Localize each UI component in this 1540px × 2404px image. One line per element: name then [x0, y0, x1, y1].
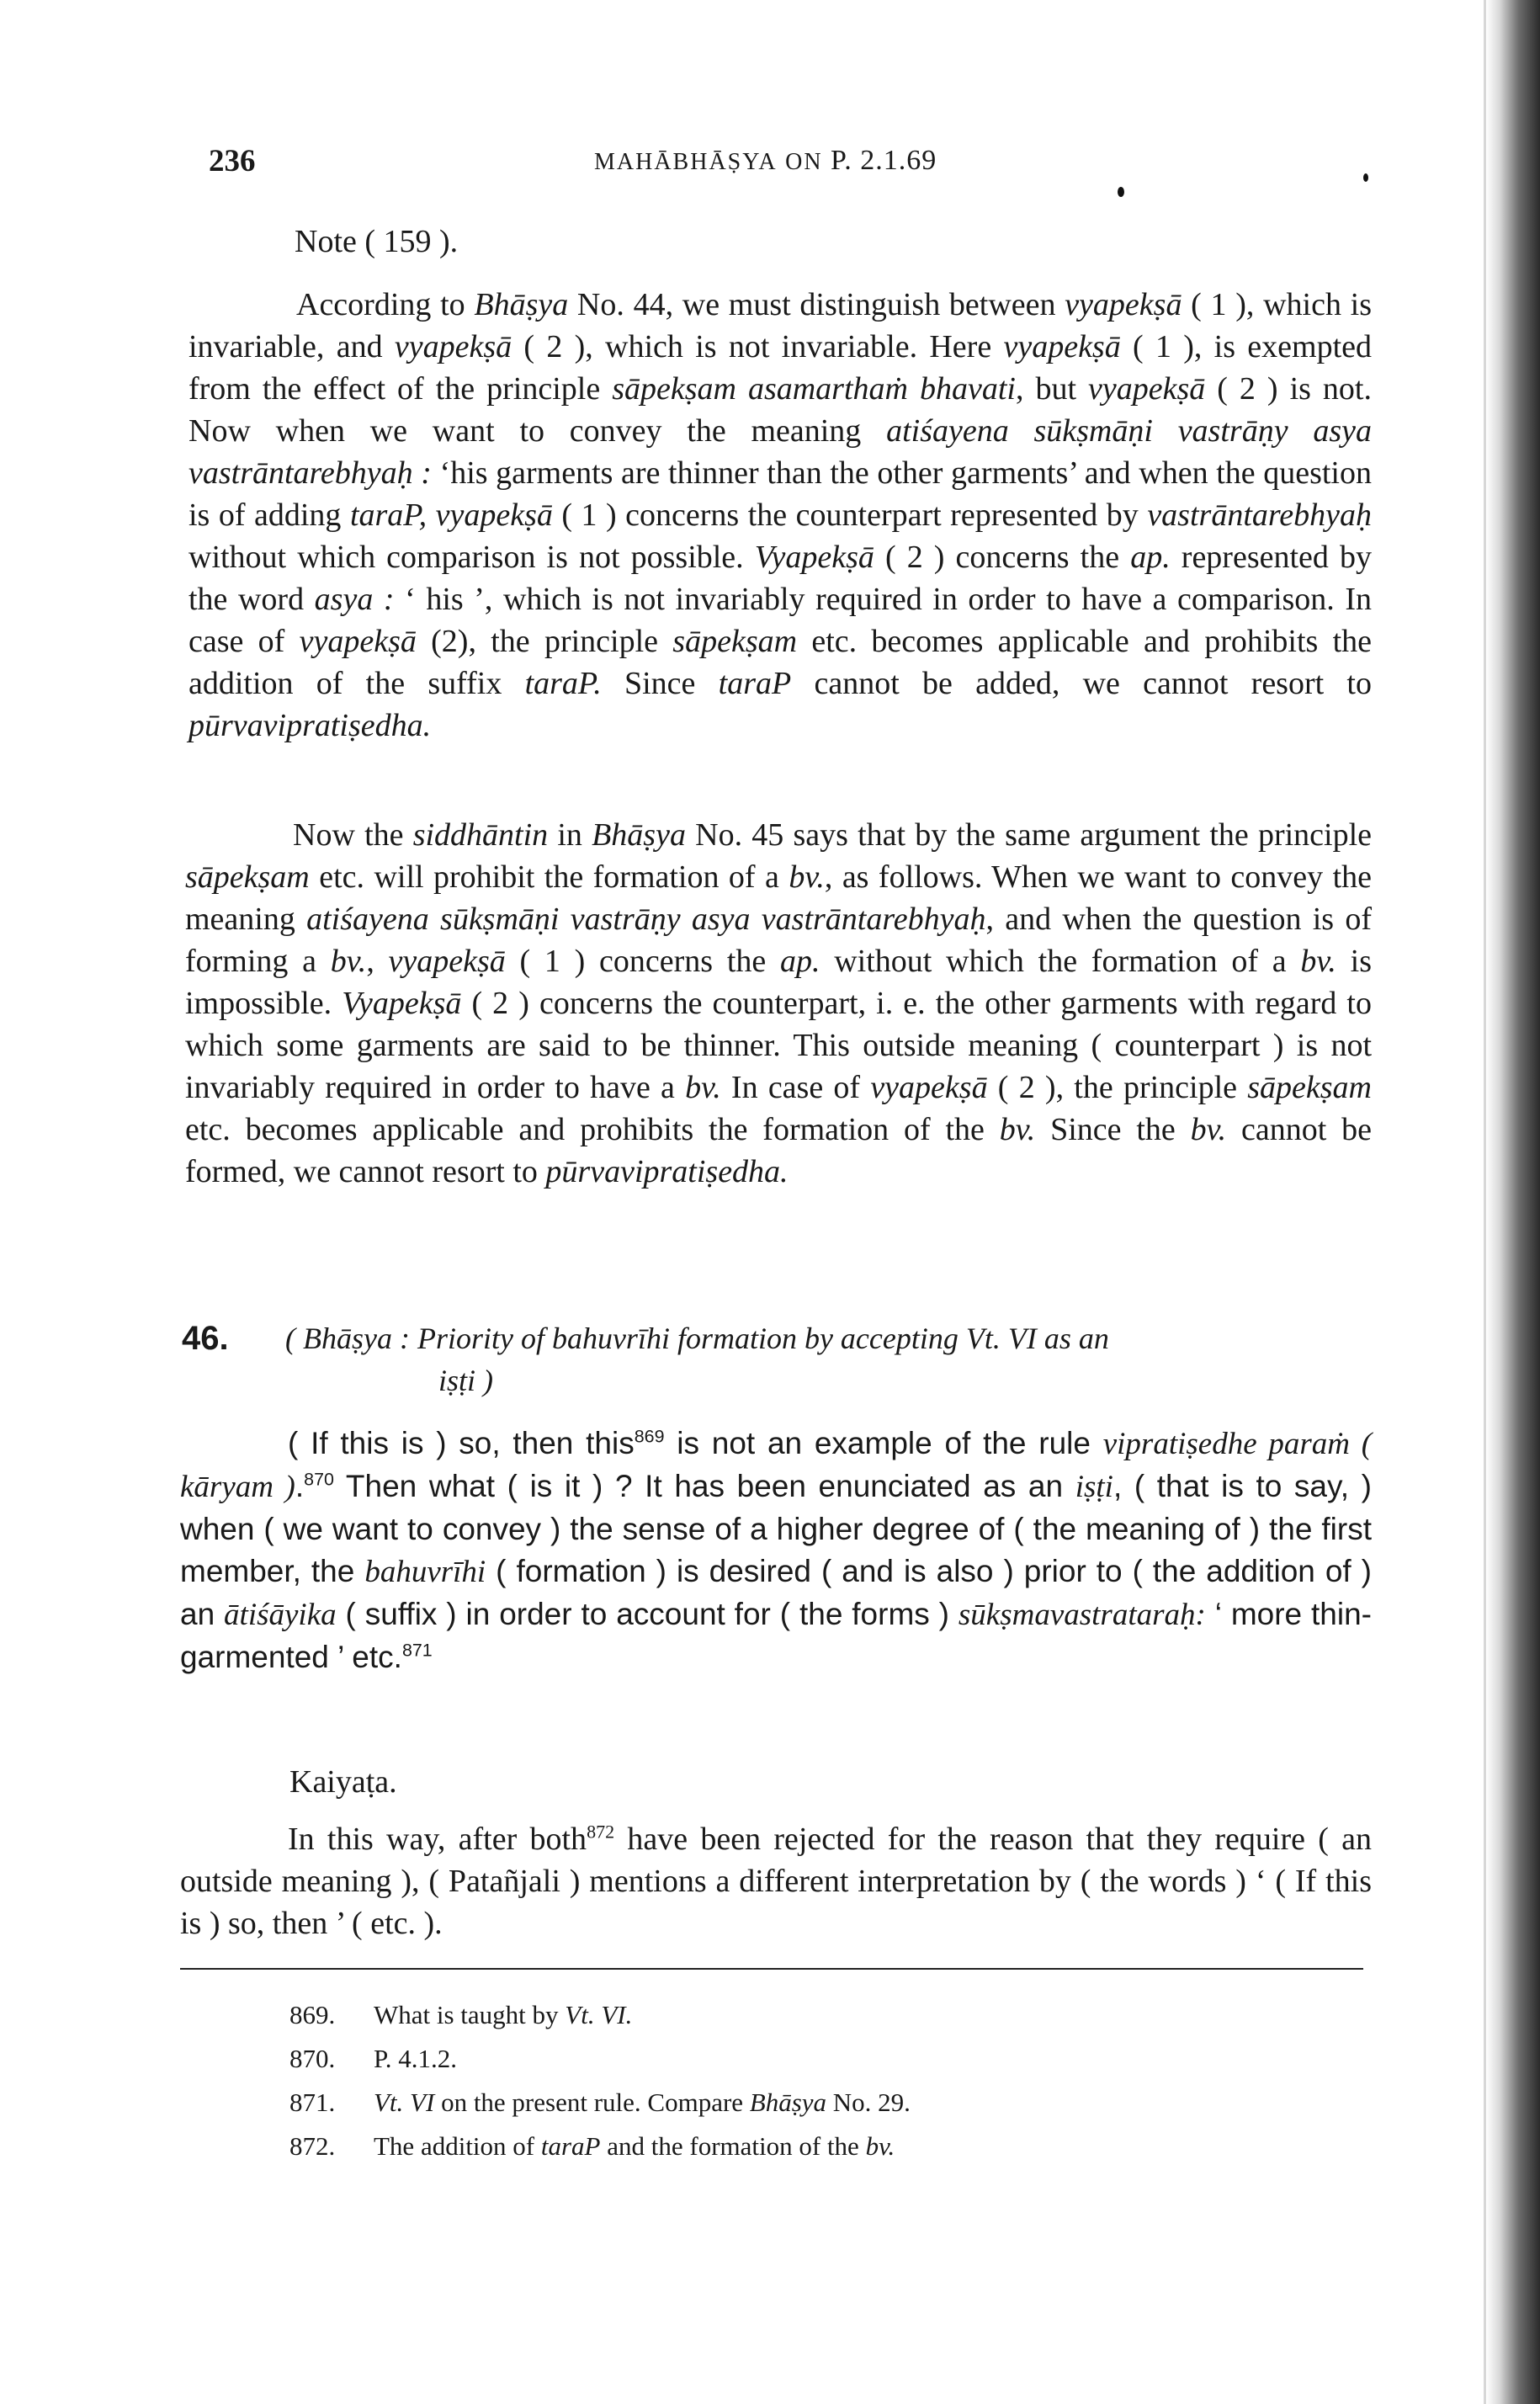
section-title-line-2: iṣṭi ): [438, 1364, 494, 1397]
section-number: 46.: [182, 1320, 229, 1357]
paragraph-note-159: According to Bhāṣya No. 44, we must distinguish between vyapekṣā ( 1 ), which is invariable, and vyapekṣā ( 2 ), which is not invariable. Here vyapekṣā ( 1 ), is exempted from the effect of the principle sāpekṣam asamarthaṁ bhavati, but vyapekṣā ( 2 ) is not. Now when we want to convey the meaning atiśayena sūkṣmāṇi vastrāṇy asya vastrāntarebhyaḥ : ‘his garments are thinner than the other garments’ and when the question is of adding taraP, vyapekṣā ( 1 ) concerns the counterpart represented by vastrāntarebhyaḥ without which comparison is not possible. Vyapekṣā ( 2 ) concerns the ap. represented by the word asya : ‘ his ’, which is not invariably required in order to have a comparison. In case of vyapekṣā (2), the principle sāpekṣam etc. becomes applicable and prohibits the addition of the suffix taraP. Since taraP cannot be added, we cannot resort to pūrvavipratiṣedha.: [189, 287, 1373, 743]
footnote-ref-871: 871: [401, 1640, 433, 1661]
footnote-ref-870: 870: [304, 1469, 334, 1490]
footnote-ref-869: 869: [634, 1426, 665, 1447]
ink-speck: [1118, 187, 1124, 197]
page-number: 236: [209, 144, 256, 178]
footnote-divider: [180, 1968, 1363, 1970]
footnote-872: 872. The addition of taraP and the formation of the bv.: [289, 2131, 895, 2161]
running-head-title: MAHĀBHĀṢYA: [594, 149, 778, 175]
paragraph-kaiyata: In this way, after both$^{872}$ have been rejected for the reason that they require ( an outside meaning ), ( Patañjali ) mentions a different interpretation by ( the words ) ‘ ( If this is ) so, then ’ ( etc. ).: [180, 1821, 1372, 1941]
running-head-ref: P. 2.1.69: [831, 145, 937, 176]
running-head: [594, 145, 937, 177]
section-title-line-1: ( Bhāṣya : Priority of bahuvrīhi formation by accepting Vt. VI as an: [285, 1322, 1109, 1355]
page-header: [209, 143, 1370, 194]
note-heading: Note ( 159 ).: [295, 224, 459, 259]
running-head-on: ON: [785, 149, 823, 175]
footnote-871: 871. Vt. VI on the present rule. Compare Bhāṣya No. 29.: [289, 2088, 911, 2117]
footnote-869: 869. What is taught by Vt. VI.: [289, 2000, 633, 2029]
kaiyata-heading: Kaiyaṭa.: [289, 1764, 397, 1800]
footnotes: [289, 1993, 1299, 2168]
ink-speck: [1363, 173, 1368, 182]
paragraph-bhasya-46: ( If this is ) so, then this$^{869}$ is not an example of the rule vipratiṣedhe paraṁ ( kāryam ).$^{870}$ Then what ( is it ) ? It has been enunciated as an iṣṭi, ( that is to say, ) when ( we want to convey ) the sense of a higher degree of ( the meaning of ) the first member, the bahuvrīhi ( formation ) is desired ( and is also ) prior to ( the addition of ) an ātiśāyika ( suffix ) in order to account for ( the forms ) sūkṣmavastrataraḥ: ‘ more thin-garmented ’ etc.$^{871}$: [180, 1426, 1373, 1674]
paragraph-siddhantin: Now the siddhāntin in Bhāṣya No. 45 says that by the same argument the principle sāpekṣam etc. will prohibit the formation of a bv., as follows. When we want to convey the meaning atiśayena sūkṣmāṇi vastrāṇy asya vastrāntarebhyaḥ, and when the question is of forming a bv., vyapekṣā ( 1 ) concerns the ap. without which the formation of a bv. is impossible. Vyapekṣā ( 2 ) concerns the counterpart, i. e. the other garments with regard to which some garments are said to be thinner. This outside meaning ( counterpart ) is not invariably required in order to have a bv. In case of vyapekṣā ( 2 ), the principle sāpekṣam etc. becomes applicable and prohibits the formation of the bv. Since the bv. cannot be formed, we cannot resort to pūrvavipratiṣedha.: [185, 817, 1373, 1189]
footnote-870: 870. P. 4.1.2.: [289, 2044, 458, 2073]
footnote-ref-872: 872: [587, 1821, 615, 1843]
